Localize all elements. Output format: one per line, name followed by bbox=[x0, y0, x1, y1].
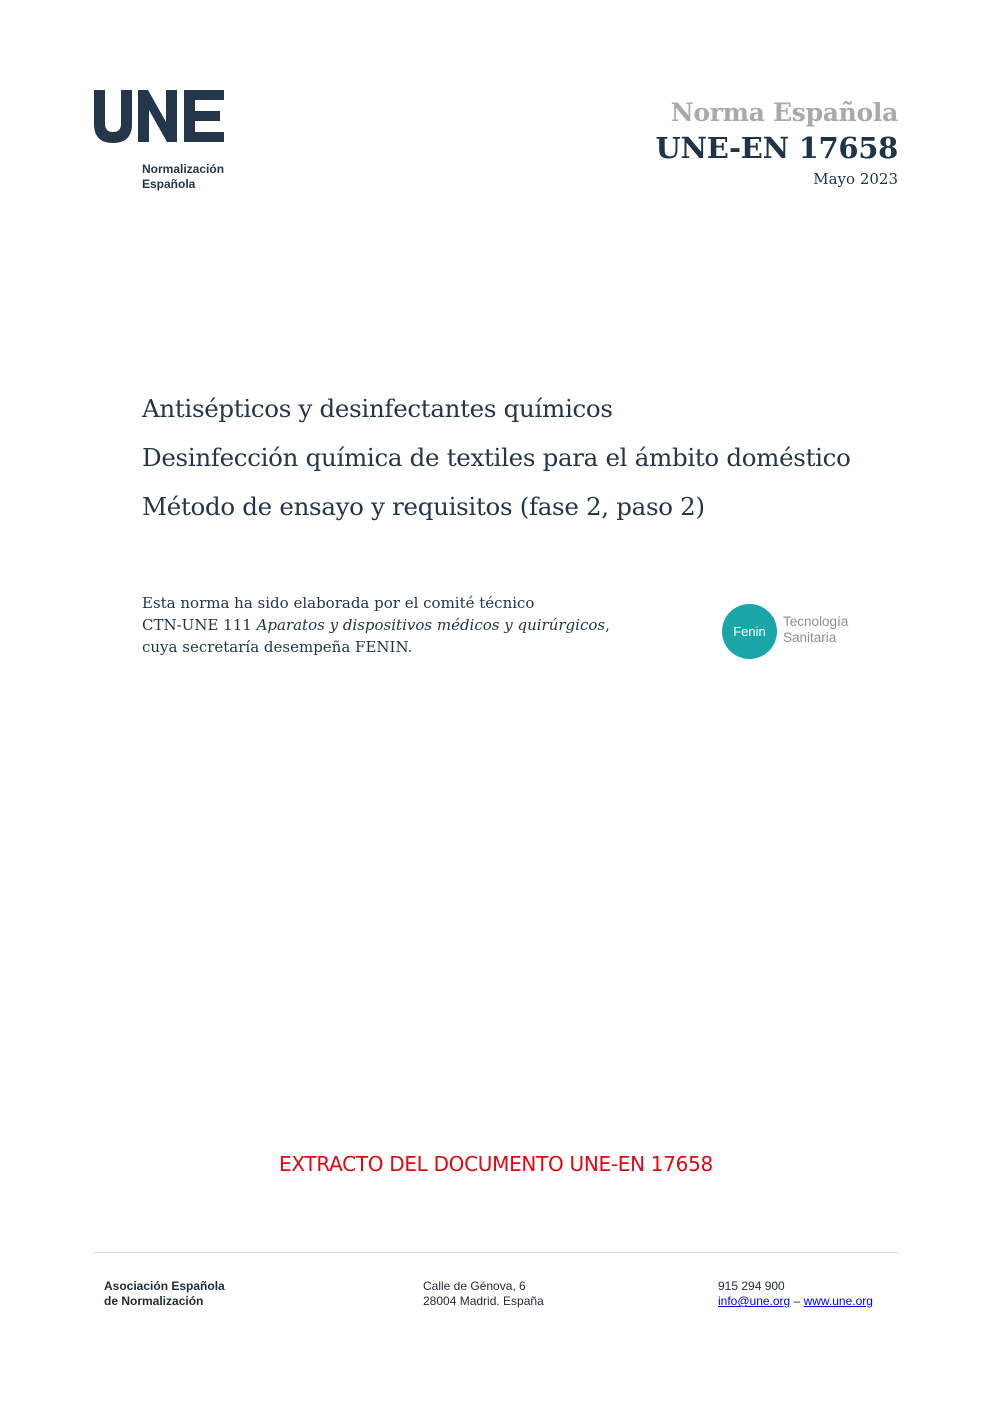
fenin-logo-text bbox=[783, 614, 848, 646]
committee-line-2 bbox=[142, 614, 702, 636]
footer-divider bbox=[94, 1252, 898, 1253]
title-line-1: Antisépticos y desinfectantes químicos bbox=[142, 394, 613, 423]
footer-org-line1: Asociación Española bbox=[104, 1279, 225, 1293]
extract-notice: EXTRACTO DEL DOCUMENTO UNE-EN 17658 bbox=[279, 1152, 713, 1176]
footer-org-line2: de Normalización bbox=[104, 1294, 204, 1308]
footer-address-line1: Calle de Génova, 6 bbox=[423, 1279, 526, 1293]
une-logo bbox=[92, 88, 242, 198]
une-logo-subtitle-line2: Española bbox=[142, 177, 196, 191]
fenin-logo bbox=[722, 604, 882, 660]
committee-line-2-suffix: , bbox=[605, 616, 610, 634]
committee-statement bbox=[142, 592, 702, 658]
committee-line-3: cuya secretaría desempeña FENIN. bbox=[142, 638, 413, 656]
committee-line-1: Esta norma ha sido elaborada por el comité técnico bbox=[142, 594, 535, 612]
standard-code: UNE-EN 17658 bbox=[655, 131, 898, 165]
email-link[interactable]: info@une.org bbox=[718, 1294, 791, 1308]
footer-phone: 915 294 900 bbox=[718, 1279, 785, 1293]
footer-links bbox=[718, 1294, 873, 1309]
footer-address bbox=[423, 1279, 544, 1309]
norma-label: Norma Española bbox=[670, 98, 898, 127]
committee-code: CTN-UNE 111 bbox=[142, 616, 257, 634]
publication-date: Mayo 2023 bbox=[813, 170, 898, 188]
title-line-3: Método de ensayo y requisitos (fase 2, paso 2) bbox=[142, 492, 705, 521]
committee-name: Aparatos y dispositivos médicos y quirúrgicos bbox=[256, 616, 606, 634]
fenin-logo-text-line1: Tecnología bbox=[783, 614, 849, 629]
une-logo-subtitle-line1: Normalización bbox=[142, 162, 225, 176]
footer-address-line2: 28004 Madrid. España bbox=[423, 1294, 544, 1308]
footer-link-separator: – bbox=[790, 1294, 804, 1308]
document-titles bbox=[142, 384, 922, 531]
website-link[interactable]: www.une.org bbox=[803, 1294, 873, 1308]
standard-header bbox=[656, 96, 898, 190]
footer-organization bbox=[104, 1279, 225, 1309]
une-wordmark-logo bbox=[92, 88, 226, 144]
une-logo-subtitle bbox=[142, 162, 224, 192]
fenin-logo-circle: Fenin bbox=[722, 604, 777, 659]
title-line-2: Desinfección química de textiles para el ámbito doméstico bbox=[142, 443, 851, 472]
fenin-logo-text-line2: Sanitaria bbox=[783, 630, 837, 645]
footer-contact bbox=[718, 1279, 873, 1309]
